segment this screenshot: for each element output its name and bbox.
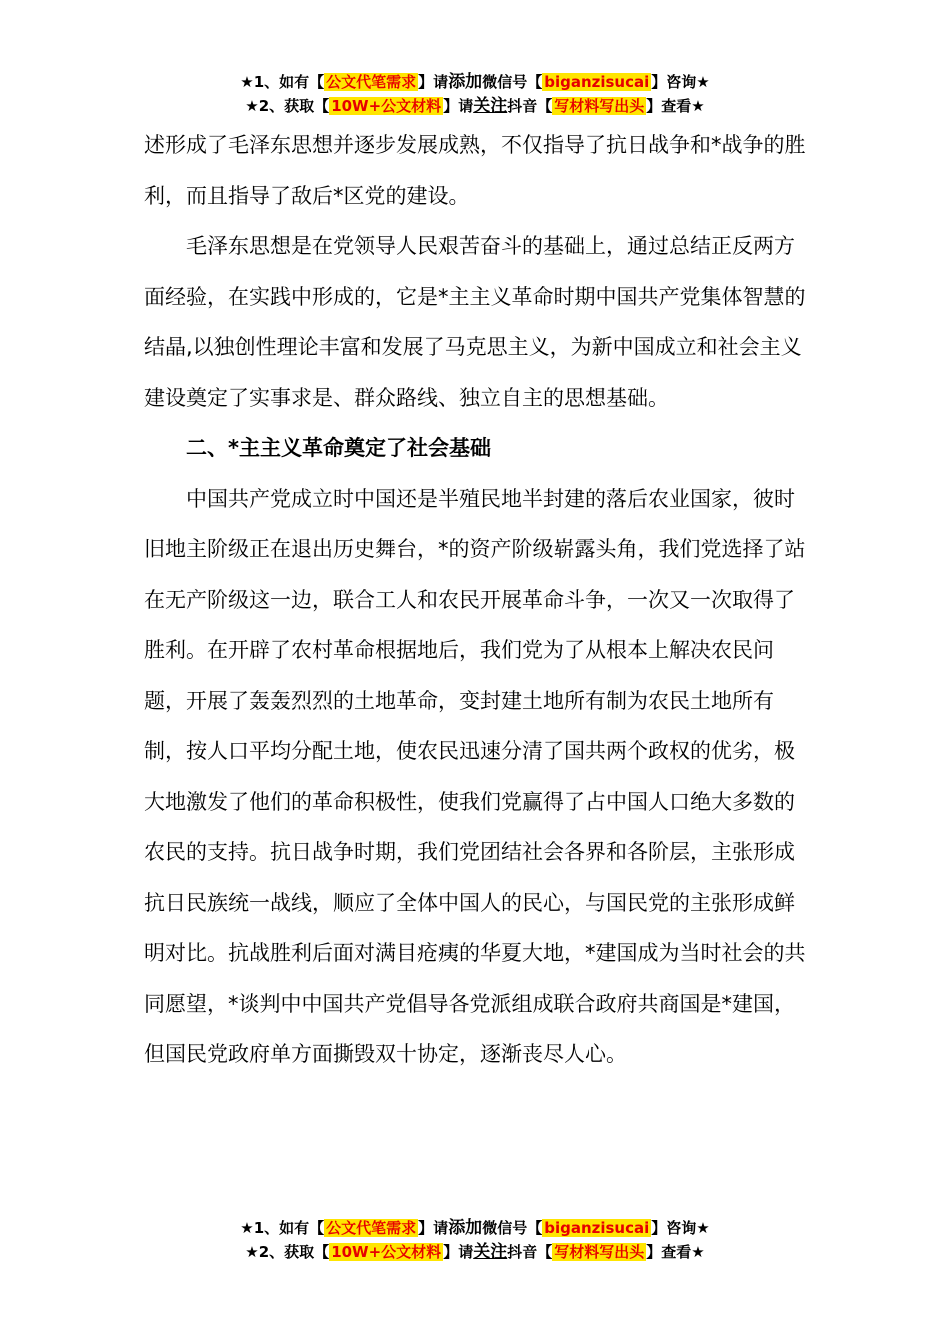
banner-text: ★1、如有【 — [240, 73, 325, 91]
banner-text: 】咨询★ — [651, 1219, 710, 1237]
header-banner — [0, 70, 950, 118]
banner-emphasis: 添加 — [448, 72, 483, 92]
banner-text: ★2、获取【 — [245, 97, 330, 115]
banner-line-2 — [0, 1240, 950, 1264]
banner-text: ★1、如有【 — [240, 1219, 325, 1237]
highlight-wechat-id: biganzisucai — [544, 73, 650, 91]
banner-text: 】请 — [443, 97, 474, 115]
banner-text: 】查看★ — [646, 97, 705, 115]
highlight-wechat-id: biganzisucai — [544, 1219, 650, 1237]
footer-banner — [0, 1216, 950, 1264]
banner-text: 微信号【 — [482, 1219, 543, 1237]
highlight-service: 公文代笔需求 — [326, 1219, 417, 1237]
banner-text: 抖音【 — [507, 97, 553, 115]
paragraph: 毛泽东思想是在党领导人民艰苦奋斗的基础上，通过总结正反两方面经验，在实践中形成的，它是*主主义革命时期中国共产党集体智慧的结晶,以独创性理论丰富和发展了马克思主义，为新中国成立和社会主义建设奠定了实事求是、群众路线、独立自主的思想基础。 — [144, 234, 806, 410]
highlight-douyin-account: 写材料写出头 — [554, 1243, 645, 1261]
banner-line-1 — [0, 1216, 950, 1240]
banner-text: ★2、获取【 — [245, 1243, 330, 1261]
highlight-service: 公文代笔需求 — [326, 73, 417, 91]
banner-text: 微信号【 — [482, 73, 543, 91]
highlight-materials: 10W+公文材料 — [331, 1243, 442, 1261]
document-body — [144, 120, 806, 1080]
banner-text: 】请 — [418, 1219, 449, 1237]
banner-text: 抖音【 — [507, 1243, 553, 1261]
highlight-materials: 10W+公文材料 — [331, 97, 442, 115]
highlight-douyin-account: 写材料写出头 — [554, 97, 645, 115]
banner-emphasis: 关注 — [473, 96, 508, 116]
banner-line-1 — [0, 70, 950, 94]
banner-text: 】请 — [443, 1243, 474, 1261]
banner-text: 】请 — [418, 73, 449, 91]
paragraph: 中国共产党成立时中国还是半殖民地半封建的落后农业国家，彼时旧地主阶级正在退出历史舞台，*的资产阶级崭露头角，我们党选择了站在无产阶级这一边，联合工人和农民开展革命斗争，一次又一次取得了胜利。在开辟了农村革命根据地后，我们党为了从根本上解决农民问题，开展了轰轰烈烈的土地革命，变封建土地所有制为农民土地所有制，按人口平均分配土地，使农民迅速分清了国共两个政权的优劣，极大地激发了他们的革命积极性，使我们党赢得了占中国人口绝大多数的农民的支持。抗日战争时期，我们党团结社会各界和各阶层，主张形成抗日民族统一战线，顺应了全体中国人的民心，与国民党的主张形成鲜明对比。抗战胜利后面对满目疮痍的华夏大地，*建国成为当时社会的共同愿望，*谈判中中国共产党倡导各党派组成联合政府共商国是*建国，但国民党政府单方面撕毁双十协定，逐渐丧尽人心。 — [144, 486, 806, 1066]
paragraph: 述形成了毛泽东思想并逐步发展成熟，不仅指导了抗日战争和*战争的胜利，而且指导了敌后*区党的建设。 — [144, 133, 806, 208]
banner-emphasis: 添加 — [448, 1218, 483, 1238]
banner-line-2 — [0, 94, 950, 118]
section-heading: 二、*主主义革命奠定了社会基础 — [186, 436, 491, 460]
banner-text: 】查看★ — [646, 1243, 705, 1261]
banner-text: 】咨询★ — [651, 73, 710, 91]
banner-emphasis: 关注 — [473, 1242, 508, 1262]
